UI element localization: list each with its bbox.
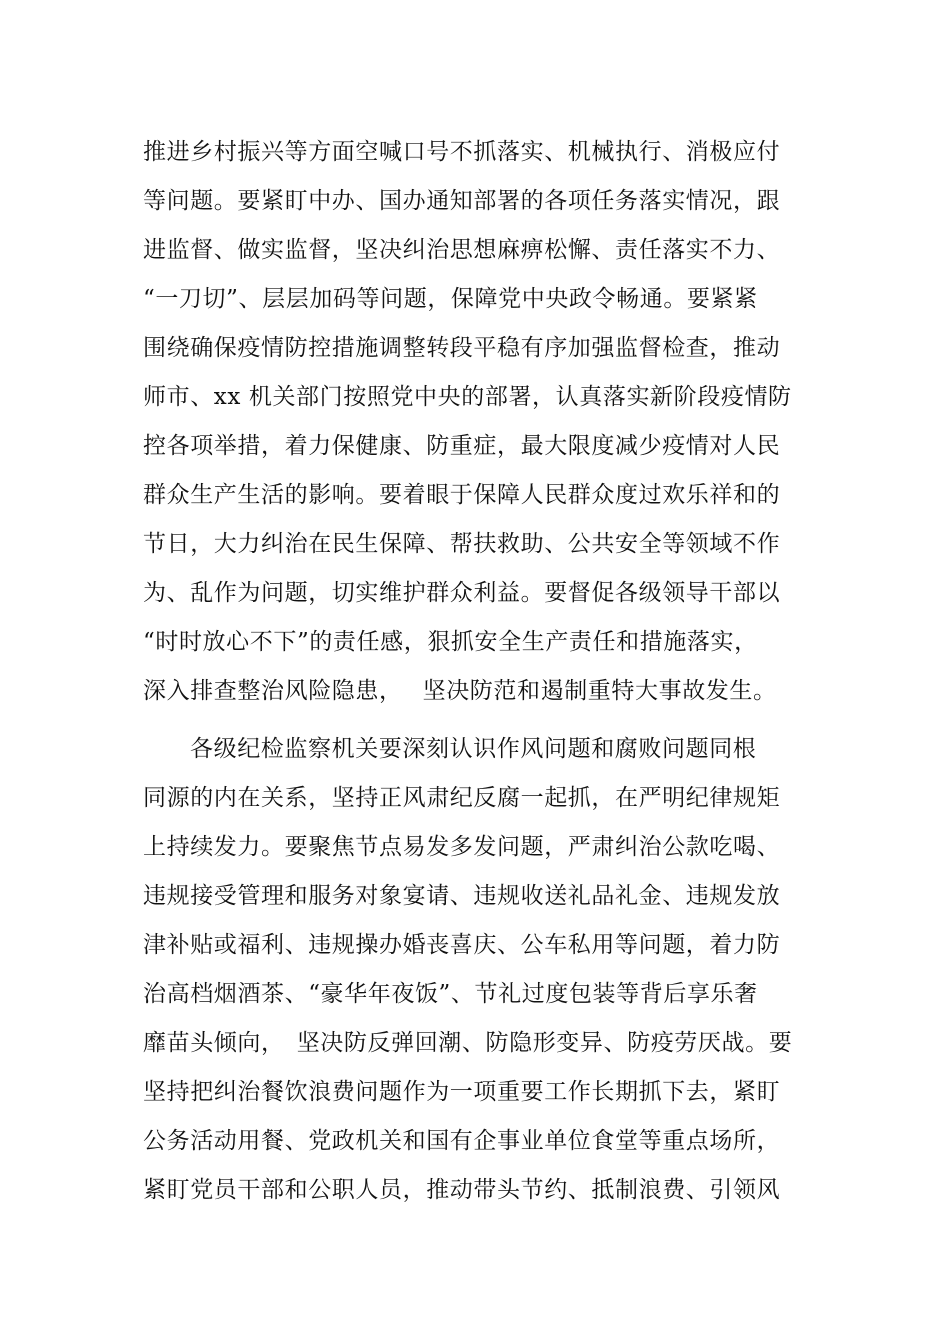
paragraph-line: 进监督、做实监督，坚决纠治思想麻痹松懈、责任落实不力、 [143, 237, 781, 263]
paragraph-line: 推进乡村振兴等方面空喊口号不抓落实、机械执行、消极应付 [143, 139, 781, 165]
paragraph-line: 靡苗头倾向， 坚决防反弹回潮、防隐形变异、防疫劳厌战。要 [143, 1030, 793, 1056]
paragraph-line: 控各项举措，着力保健康、防重症，最大限度减少疫情对人民 [143, 433, 781, 459]
paragraph-line: 为、乱作为问题，切实维护群众利益。要督促各级领导干部以 [143, 580, 781, 606]
paragraph-line: 津补贴或福利、违规操办婚丧喜庆、公车私用等问题，着力防 [143, 932, 781, 958]
paragraph-line: “一刀切”、层层加码等问题，保障党中央政令畅通。要紧紧 [143, 286, 758, 312]
paragraph-line: 紧盯党员干部和公职人员，推动带头节约、抵制浪费、引领风 [143, 1177, 781, 1203]
paragraph-line: 上持续发力。要聚焦节点易发多发问题，严肃纠治公款吃喝、 [143, 834, 781, 860]
paragraph-line: 违规接受管理和服务对象宴请、违规收送礼品礼金、违规发放 [143, 883, 781, 909]
paragraph-first-line: 各级纪检监察机关要深刻认识作风问题和腐败问题同根 [190, 736, 757, 762]
paragraph-line: “时时放心不下”的责任感，狠抓安全生产责任和措施落实， [143, 629, 758, 655]
paragraph-line: 治高档烟酒茶、“豪华年夜饭”、节礼过度包装等背后享乐奢 [143, 981, 758, 1007]
paragraph-line: 师市、xx 机关部门按照党中央的部署，认真落实新阶段疫情防 [143, 384, 792, 410]
paragraph-line: 坚持把纠治餐饮浪费问题作为一项重要工作长期抓下去，紧盯 [143, 1079, 781, 1105]
paragraph-line: 同源的内在关系，坚持正风肃纪反腐一起抓，在严明纪律规矩 [143, 785, 781, 811]
paragraph-line: 节日，大力纠治在民生保障、帮扶救助、公共安全等领域不作 [143, 531, 781, 557]
paragraph-line: 群众生产生活的影响。要着眼于保障人民群众度过欢乐祥和的 [143, 482, 781, 508]
paragraph-line: 围绕确保疫情防控措施调整转段平稳有序加强监督检查，推动 [143, 335, 781, 361]
paragraph-line: 公务活动用餐、党政机关和国有企事业单位食堂等重点场所， [143, 1128, 781, 1154]
paragraph-line: 等问题。要紧盯中办、国办通知部署的各项任务落实情况，跟 [143, 188, 781, 214]
paragraph-line: 深入排查整治风险隐患， 坚决防范和遏制重特大事故发生。 [143, 678, 777, 704]
